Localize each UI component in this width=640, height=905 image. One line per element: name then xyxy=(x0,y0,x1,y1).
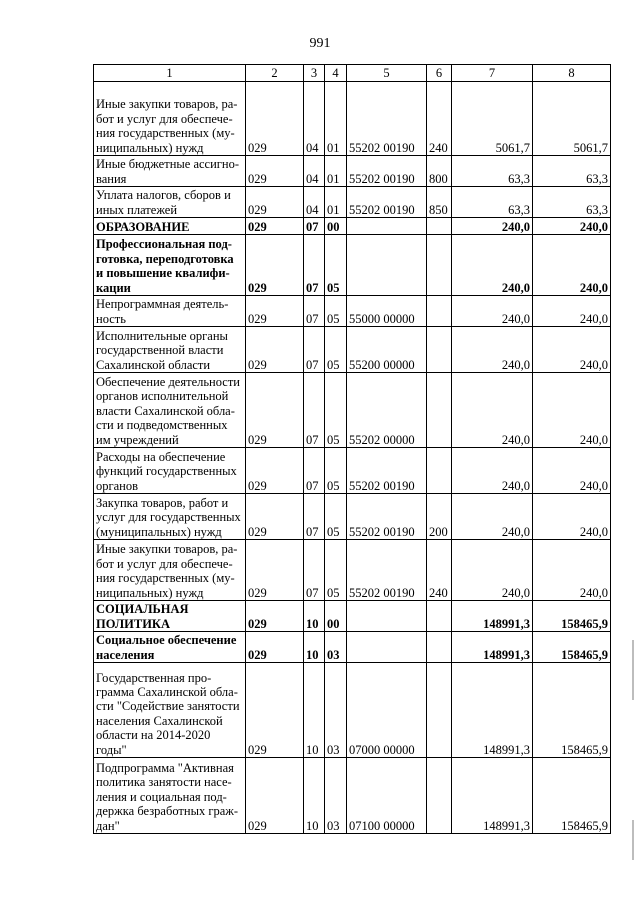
row-ved-cell: 029 xyxy=(246,494,304,540)
row-name-cell: Иные бюджетные ассигно-вания xyxy=(94,156,246,187)
row-sum-2023-cell: 240,0 xyxy=(452,218,533,235)
row-csr-cell: 55202 00190 xyxy=(347,540,427,601)
table-row xyxy=(94,156,611,187)
row-pr-cell: 05 xyxy=(325,296,347,327)
column-header: 2 xyxy=(246,65,304,82)
table-row xyxy=(94,235,611,296)
row-sum-2023-cell: 148991,3 xyxy=(452,758,533,834)
row-ved-cell: 029 xyxy=(246,632,304,663)
row-vr-cell: 240 xyxy=(427,540,452,601)
scan-edge-mark xyxy=(632,820,634,860)
row-sum-2024-cell: 158465,9 xyxy=(533,758,611,834)
row-pr-cell: 00 xyxy=(325,218,347,235)
row-pr-cell: 03 xyxy=(325,758,347,834)
row-name-cell: Государственная про-грамма Сахалинской обла-сти "Содействие занятости населения Сахалинской области на 2014-2020 годы" xyxy=(94,663,246,758)
row-sum-2024-cell: 240,0 xyxy=(533,373,611,448)
row-name-cell: Иные закупки товаров, ра-бот и услуг для обеспече-ния государственных (му-ниципальных) нужд xyxy=(94,540,246,601)
row-rz-cell: 07 xyxy=(304,494,325,540)
row-ved-cell: 029 xyxy=(246,540,304,601)
column-header: 4 xyxy=(325,65,347,82)
row-pr-cell: 05 xyxy=(325,235,347,296)
row-sum-2024-cell: 5061,7 xyxy=(533,82,611,156)
row-rz-cell: 07 xyxy=(304,448,325,494)
column-header: 7 xyxy=(452,65,533,82)
row-sum-2024-cell: 63,3 xyxy=(533,187,611,218)
row-sum-2023-cell: 240,0 xyxy=(452,327,533,373)
row-rz-cell: 07 xyxy=(304,540,325,601)
row-csr-cell xyxy=(347,218,427,235)
budget-table xyxy=(93,64,611,834)
row-csr-cell: 55202 00190 xyxy=(347,494,427,540)
row-sum-2023-cell: 240,0 xyxy=(452,373,533,448)
table-row xyxy=(94,187,611,218)
table-row xyxy=(94,218,611,235)
row-ved-cell: 029 xyxy=(246,235,304,296)
row-csr-cell: 55202 00190 xyxy=(347,82,427,156)
row-sum-2023-cell: 240,0 xyxy=(452,296,533,327)
row-rz-cell: 10 xyxy=(304,758,325,834)
row-sum-2024-cell: 158465,9 xyxy=(533,632,611,663)
row-sum-2024-cell: 158465,9 xyxy=(533,663,611,758)
row-pr-cell: 01 xyxy=(325,82,347,156)
row-name-cell: Социальное обеспечение населения xyxy=(94,632,246,663)
row-name-cell: Подпрограмма "Активная политика занятости насе-ления и социальная под-держка безработных граж-дан" xyxy=(94,758,246,834)
row-sum-2023-cell: 148991,3 xyxy=(452,632,533,663)
row-sum-2024-cell: 240,0 xyxy=(533,448,611,494)
row-rz-cell: 07 xyxy=(304,327,325,373)
row-pr-cell: 01 xyxy=(325,156,347,187)
row-ved-cell: 029 xyxy=(246,448,304,494)
row-rz-cell: 10 xyxy=(304,601,325,632)
row-ved-cell: 029 xyxy=(246,156,304,187)
column-header: 1 xyxy=(94,65,246,82)
row-name-cell: Закупка товаров, работ и услуг для государственных (муниципальных) нужд xyxy=(94,494,246,540)
row-name-cell: Обеспечение деятельности органов исполнительной власти Сахалинской обла-сти и подведомственных им учреждений xyxy=(94,373,246,448)
row-name-cell: Непрограммная деятель-ность xyxy=(94,296,246,327)
row-vr-cell xyxy=(427,448,452,494)
row-vr-cell: 240 xyxy=(427,82,452,156)
row-csr-cell: 55000 00000 xyxy=(347,296,427,327)
row-csr-cell xyxy=(347,632,427,663)
row-sum-2024-cell: 240,0 xyxy=(533,296,611,327)
row-rz-cell: 04 xyxy=(304,156,325,187)
row-vr-cell xyxy=(427,218,452,235)
row-pr-cell: 05 xyxy=(325,540,347,601)
table-row xyxy=(94,663,611,758)
table-row xyxy=(94,540,611,601)
table-row xyxy=(94,494,611,540)
row-vr-cell xyxy=(427,296,452,327)
column-header: 6 xyxy=(427,65,452,82)
row-ved-cell: 029 xyxy=(246,373,304,448)
row-sum-2024-cell: 240,0 xyxy=(533,540,611,601)
row-sum-2023-cell: 63,3 xyxy=(452,156,533,187)
row-csr-cell: 55202 00190 xyxy=(347,187,427,218)
row-name-cell: Уплата налогов, сборов и иных платежей xyxy=(94,187,246,218)
row-sum-2023-cell: 240,0 xyxy=(452,448,533,494)
row-vr-cell xyxy=(427,235,452,296)
table-row xyxy=(94,373,611,448)
row-sum-2024-cell: 240,0 xyxy=(533,218,611,235)
row-vr-cell: 850 xyxy=(427,187,452,218)
row-vr-cell: 200 xyxy=(427,494,452,540)
row-csr-cell xyxy=(347,601,427,632)
row-sum-2024-cell: 158465,9 xyxy=(533,601,611,632)
row-rz-cell: 10 xyxy=(304,663,325,758)
row-rz-cell: 07 xyxy=(304,373,325,448)
row-pr-cell: 05 xyxy=(325,373,347,448)
row-ved-cell: 029 xyxy=(246,758,304,834)
row-pr-cell: 03 xyxy=(325,663,347,758)
table-row xyxy=(94,758,611,834)
row-ved-cell: 029 xyxy=(246,187,304,218)
row-vr-cell xyxy=(427,327,452,373)
row-sum-2023-cell: 63,3 xyxy=(452,187,533,218)
row-vr-cell xyxy=(427,663,452,758)
row-sum-2023-cell: 240,0 xyxy=(452,494,533,540)
row-name-cell: СОЦИАЛЬНАЯ ПОЛИТИКА xyxy=(94,601,246,632)
row-ved-cell: 029 xyxy=(246,601,304,632)
row-vr-cell: 800 xyxy=(427,156,452,187)
table-row xyxy=(94,448,611,494)
row-pr-cell: 05 xyxy=(325,494,347,540)
row-vr-cell xyxy=(427,601,452,632)
table-row xyxy=(94,327,611,373)
row-ved-cell: 029 xyxy=(246,82,304,156)
row-csr-cell: 55200 00000 xyxy=(347,327,427,373)
row-csr-cell: 55202 00190 xyxy=(347,448,427,494)
row-csr-cell: 55202 00000 xyxy=(347,373,427,448)
row-rz-cell: 07 xyxy=(304,218,325,235)
row-ved-cell: 029 xyxy=(246,218,304,235)
row-ved-cell: 029 xyxy=(246,327,304,373)
row-csr-cell: 07100 00000 xyxy=(347,758,427,834)
table-header-row xyxy=(94,65,611,82)
table-row xyxy=(94,296,611,327)
row-name-cell: Иные закупки товаров, ра-бот и услуг для обеспече-ния государственных (му-ниципальных) нужд xyxy=(94,82,246,156)
row-sum-2023-cell: 148991,3 xyxy=(452,601,533,632)
row-pr-cell: 05 xyxy=(325,327,347,373)
row-name-cell: ОБРАЗОВАНИЕ xyxy=(94,218,246,235)
row-name-cell: Исполнительные органы государственной власти Сахалинской области xyxy=(94,327,246,373)
row-rz-cell: 04 xyxy=(304,187,325,218)
row-csr-cell: 07000 00000 xyxy=(347,663,427,758)
row-ved-cell: 029 xyxy=(246,296,304,327)
row-sum-2023-cell: 148991,3 xyxy=(452,663,533,758)
row-pr-cell: 03 xyxy=(325,632,347,663)
row-sum-2024-cell: 240,0 xyxy=(533,235,611,296)
row-pr-cell: 00 xyxy=(325,601,347,632)
row-pr-cell: 01 xyxy=(325,187,347,218)
row-rz-cell: 07 xyxy=(304,296,325,327)
row-sum-2023-cell: 5061,7 xyxy=(452,82,533,156)
row-csr-cell: 55202 00190 xyxy=(347,156,427,187)
column-header: 5 xyxy=(347,65,427,82)
row-vr-cell xyxy=(427,373,452,448)
row-name-cell: Профессиональная под-готовка, переподготовка и повышение квалифи-кации xyxy=(94,235,246,296)
table-row xyxy=(94,82,611,156)
row-vr-cell xyxy=(427,758,452,834)
row-rz-cell: 10 xyxy=(304,632,325,663)
scan-edge-mark xyxy=(632,640,634,700)
column-header: 3 xyxy=(304,65,325,82)
row-vr-cell xyxy=(427,632,452,663)
row-sum-2023-cell: 240,0 xyxy=(452,540,533,601)
row-pr-cell: 05 xyxy=(325,448,347,494)
column-header: 8 xyxy=(533,65,611,82)
row-rz-cell: 04 xyxy=(304,82,325,156)
row-csr-cell xyxy=(347,235,427,296)
row-rz-cell: 07 xyxy=(304,235,325,296)
table-row xyxy=(94,601,611,632)
row-ved-cell: 029 xyxy=(246,663,304,758)
row-sum-2023-cell: 240,0 xyxy=(452,235,533,296)
table-row xyxy=(94,632,611,663)
page-number: 991 xyxy=(309,36,331,51)
row-sum-2024-cell: 63,3 xyxy=(533,156,611,187)
row-sum-2024-cell: 240,0 xyxy=(533,327,611,373)
row-name-cell: Расходы на обеспечение функций государственных органов xyxy=(94,448,246,494)
row-sum-2024-cell: 240,0 xyxy=(533,494,611,540)
